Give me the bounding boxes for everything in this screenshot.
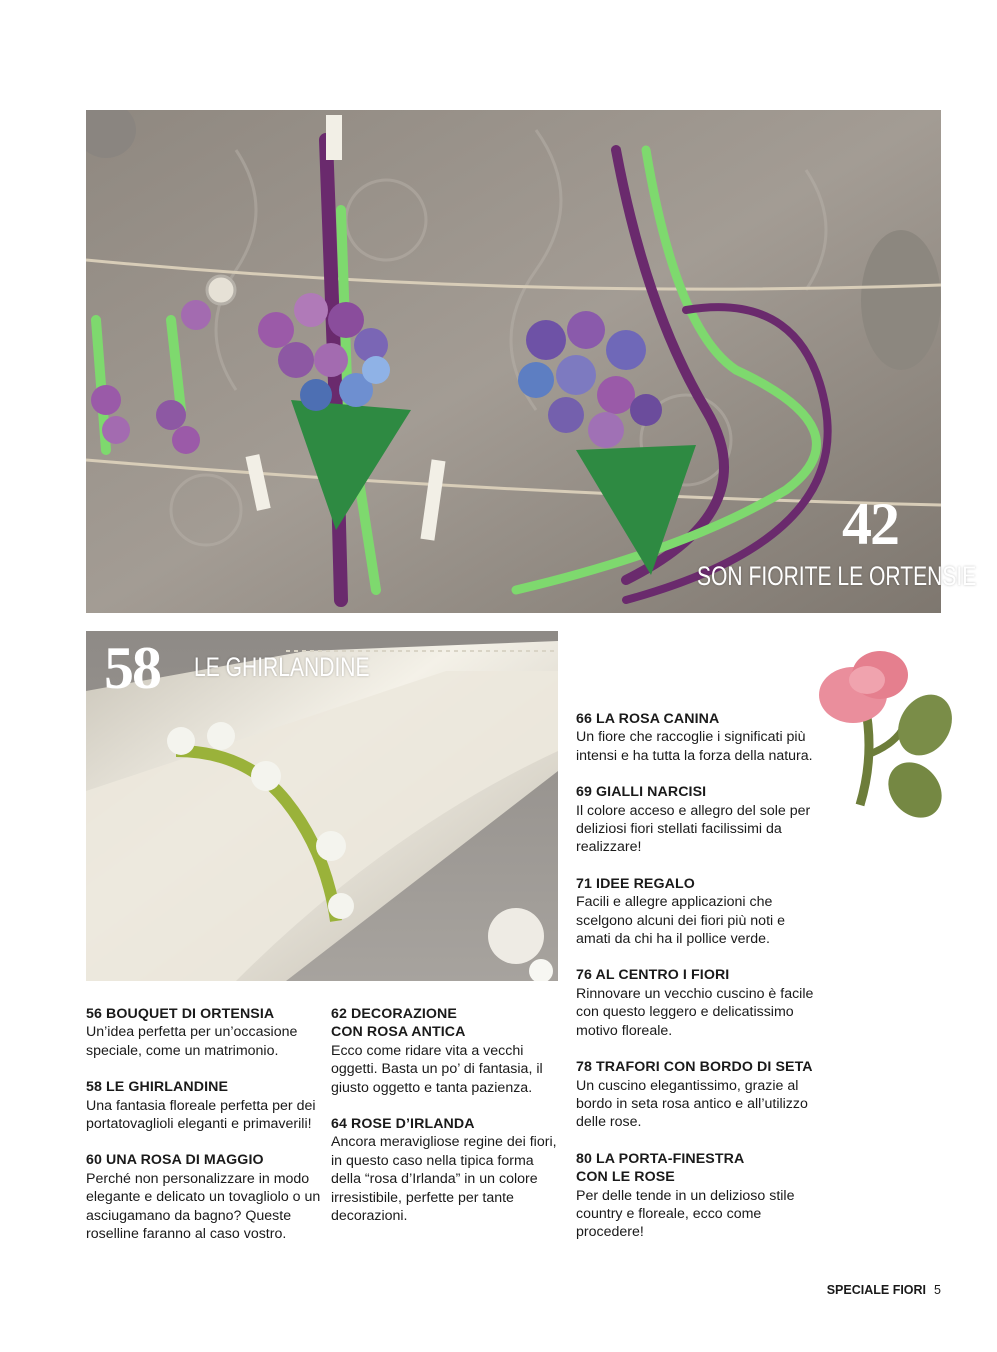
footer-label: SPECIALE FIORI (826, 1283, 927, 1297)
inset-title: LE GHIRLANDINE (194, 652, 370, 682)
hero-photo (86, 110, 941, 613)
toc-entry-title: 62 DECORAZIONE CON ROSA ANTICA (331, 1006, 466, 1041)
toc-entry[interactable] (576, 1150, 816, 1242)
toc-entry-title: 69 GIALLI NARCISI (576, 784, 707, 801)
toc-entry[interactable] (576, 1058, 816, 1132)
toc-entry-desc: Un fiore che raccoglie i significati più intensi e ha tutta la forza della natura. (576, 729, 813, 764)
toc-entry-title: 64 ROSE D’IRLANDA (331, 1116, 475, 1133)
toc-entry[interactable] (86, 1151, 321, 1243)
toc-entry[interactable] (331, 1005, 559, 1097)
column-1 (86, 1005, 321, 1261)
toc-entry[interactable] (576, 783, 816, 857)
toc-entry-desc: Rinnovare un vecchio cuscino è facile con questo leggero e delicatissimo motivo floreale. (576, 985, 814, 1039)
toc-entry-title: 66 LA ROSA CANINA (576, 711, 720, 727)
toc-entry-title: 71 IDEE REGALO (576, 875, 695, 892)
toc-entry[interactable] (331, 1115, 559, 1225)
toc-entry-desc: Un cuscino elegantissimo, grazie al bordo in seta rosa antico e all’utilizzo delle rose. (576, 1077, 808, 1131)
toc-entry[interactable] (576, 966, 816, 1040)
column-3 (576, 710, 816, 1260)
toc-entry-desc: Facili e allegre applicazioni che scelgono alcuni dei fiori più noti e amati da chi ha il pollice verde. (576, 894, 786, 948)
toc-entry-desc: Ecco come ridare vita a vecchi oggetti. Basta un po’ di fantasia, il giusto oggetto e tanta pazienza. (331, 1042, 543, 1096)
toc-entry[interactable] (576, 875, 816, 949)
column-2 (331, 1005, 559, 1243)
toc-entry[interactable] (86, 1005, 321, 1060)
toc-entry-title: 58 LE GHIRLANDINE (86, 1079, 229, 1096)
rose-photo (805, 625, 965, 835)
toc-entry[interactable] (576, 710, 816, 765)
toc-entry-desc: Perché non personalizzare in modo elegante e delicato un tovagliolo o un asciugamano da bagno? Queste roselline faranno al caso vostro. (86, 1170, 321, 1243)
footer-page-number: 5 (934, 1283, 941, 1297)
toc-entry-title: 56 BOUQUET DI ORTENSIA (86, 1006, 275, 1022)
toc-entry-title: 76 AL CENTRO I FIORI (576, 967, 730, 984)
inset-page-number: 58 (104, 635, 160, 701)
toc-entry-desc: Un’idea perfetta per un’occasione speciale, come un matrimonio. (86, 1024, 298, 1059)
toc-entry-desc: Il colore acceso e allegro del sole per deliziosi fiori stellati facilissimi da realizzare! (576, 802, 811, 856)
toc-entry-title: 78 TRAFORI CON BORDO DI SETA (576, 1059, 813, 1076)
toc-entry-desc: Ancora meravigliose regine dei fiori, in questo caso nella tipica forma della “rosa d’Irlanda” in un colore irresistibile, perfette per tante decorazioni. (331, 1134, 557, 1225)
toc-entry-desc: Per delle tende in un delizioso stile country e floreale, ecco come procedere! (576, 1187, 795, 1241)
toc-entry-title: 80 LA PORTA-FINESTRA CON LE ROSE (576, 1150, 744, 1186)
page-footer (827, 1283, 941, 1297)
toc-entry-title: 60 UNA ROSA DI MAGGIO (86, 1152, 264, 1169)
toc-entry-desc: Una fantasia floreale perfetta per dei portatovaglioli eleganti e primaverili! (86, 1097, 316, 1133)
hydrangea-crochet-illustration (86, 110, 941, 613)
toc-entry[interactable] (86, 1078, 321, 1133)
crochet-rose-illustration (805, 625, 965, 835)
hero-title: SON FIORITE LE ORTENSIE (697, 561, 977, 591)
hero-page-number: 42 (842, 491, 898, 557)
